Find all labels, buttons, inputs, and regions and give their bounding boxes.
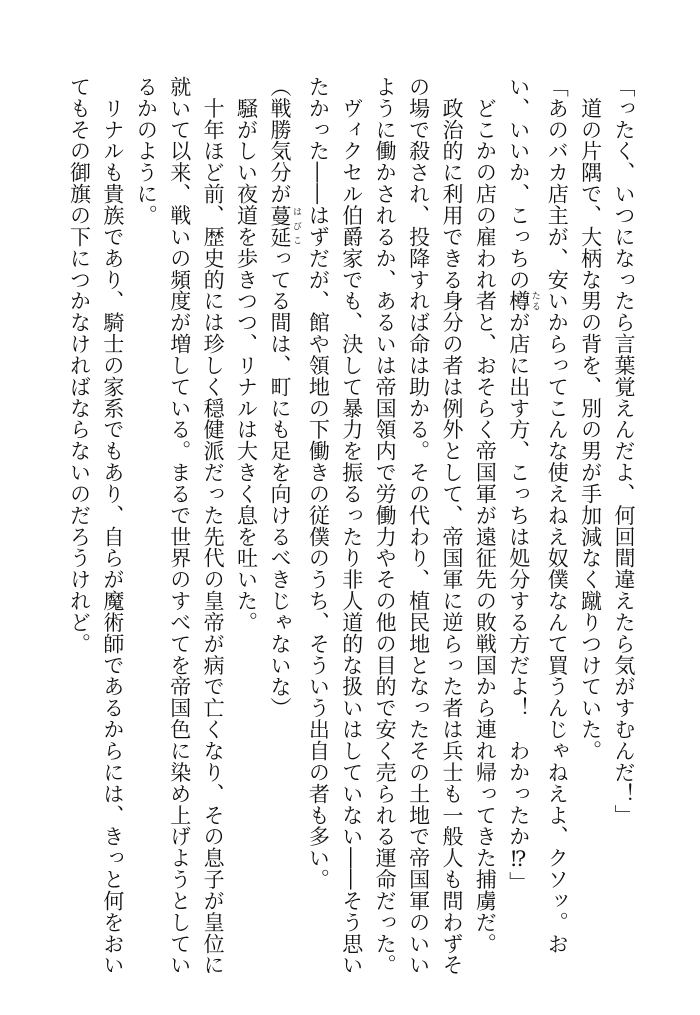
ruby-reading-taru: たる bbox=[529, 290, 540, 312]
text-line-8: ように働かされるか、あるいは帝国領内で労働力やその他の目的で安く売られる運命だった。 bbox=[373, 76, 398, 976]
text-line-2: 道の片隅で、大柄な男の背を、別の男が手加減なく蹴りつけていた。 bbox=[578, 76, 603, 762]
text-line-4-part-a: い、いいか、こっちの bbox=[506, 76, 531, 291]
ruby-habiko: 蔓延 はびこ bbox=[267, 204, 301, 248]
text-line-15: るかのように。 bbox=[134, 76, 159, 226]
ruby-reading-habiko: はびこ bbox=[290, 204, 301, 248]
text-line-12: 騒がしい夜道を歩きつつ、リナルは大きく息を吐いた。 bbox=[234, 76, 259, 633]
text-line-4-part-b: が店に出す方、こっちは処分する方だよ！ わかったか⁉」 bbox=[506, 311, 531, 893]
ruby-taru: 樽 たる bbox=[506, 290, 540, 312]
text-line-11-part-a: （戦勝気分が bbox=[267, 76, 292, 205]
text-line-11-part-b: ってる間は、町にも足を向けるべきじゃないな） bbox=[267, 247, 292, 719]
text-line-7: の場で殺され、投降すれば命は助かる。その代わり、植民地となったその土地で帝国軍のいい bbox=[406, 76, 431, 976]
text-line-11 bbox=[263, 76, 301, 956]
vertical-text-body bbox=[62, 76, 640, 976]
text-line-17: てもその御旗の下につかなければならないのだろうけれど。 bbox=[67, 76, 92, 655]
text-line-9: ヴィクセル伯爵家でも、決して暴力を振るったり非人道的な扱いはしていない――そう思い bbox=[339, 76, 364, 976]
text-line-3: 「あのバカ店主が、安いからってこんな使えねえ奴僕なんて買うんじゃねえよ、クソッ。お bbox=[545, 76, 570, 955]
text-line-5: どこかの店の雇われ者と、おそらく帝国軍が遠征先の敗戦国から連れ帰ってきた捕虜だ。 bbox=[473, 76, 498, 955]
text-line-16: リナルも貴族であり、騎士の家系でもあり、自らが魔術師であるからには、きっと何をおい bbox=[100, 76, 125, 976]
text-line-14: 就いて以来、戦いの頻度が増している。まるで世界のすべてを帝国色に染め上げようとしてい bbox=[167, 76, 192, 976]
text-line-13: 十年ほど前、歴史的には珍しく穏健派だった先代の皇帝が病で亡くなり、その息子が皇位に bbox=[201, 76, 226, 976]
text-line-4 bbox=[501, 76, 539, 956]
text-line-10: たかった――はずだが、館や領地の下働きの従僕のうち、そういう出自の者も多い。 bbox=[306, 76, 331, 890]
text-line-6: 政治的に利用できる身分の者は例外として、帝国軍に逆らった者は兵士も一般人も問わずそ bbox=[439, 76, 464, 976]
text-line-1: 「ったく、いつになったら言葉覚えんだよ、何回間違えたら気がすむんだ！」 bbox=[612, 76, 636, 826]
